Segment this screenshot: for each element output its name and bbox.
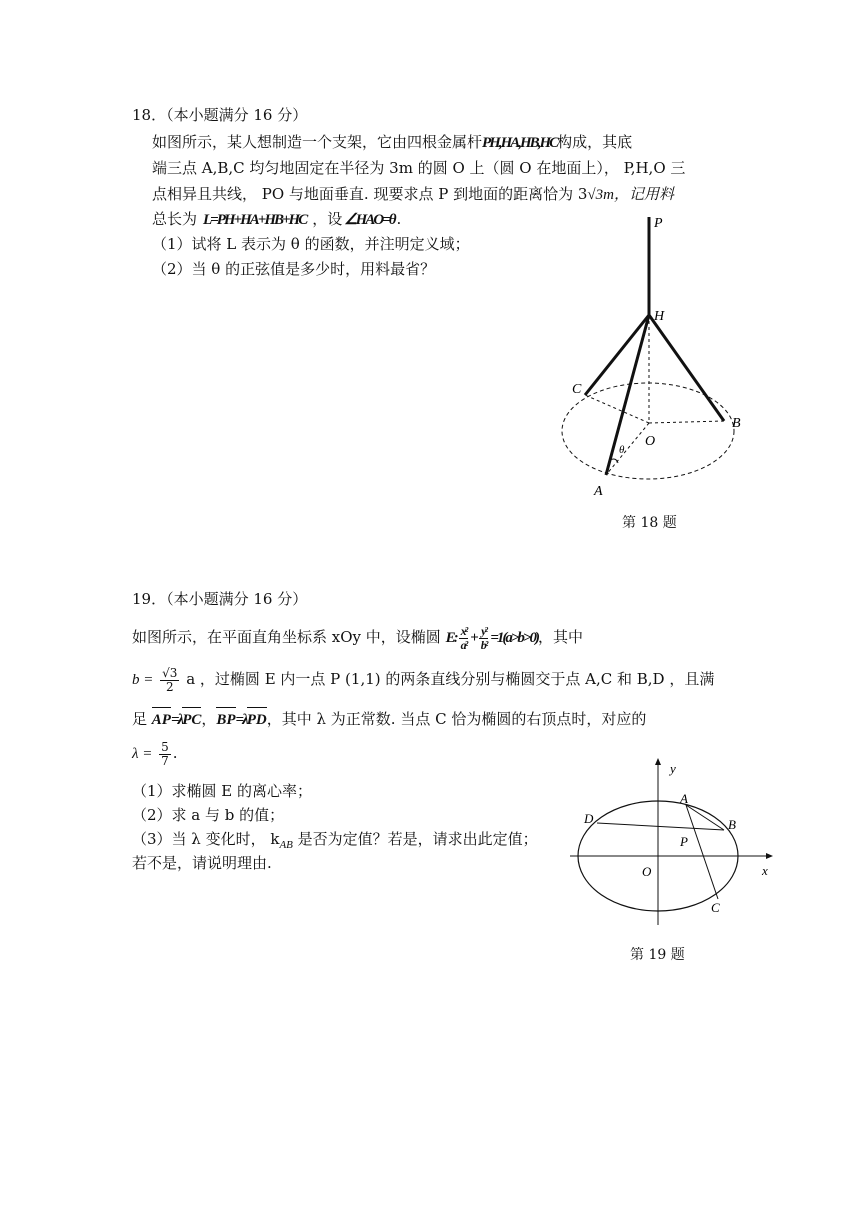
q19-frac-x-num: x² (460, 623, 467, 638)
q19-frac-5-7-num: 5 (161, 739, 169, 754)
q18-rods-formula: PH,HA,HB,HC (482, 135, 558, 151)
q19-b-eq: b = (132, 672, 154, 688)
q19-frac-5-7-den: 7 (161, 753, 169, 768)
q18-label-C: C (572, 382, 582, 397)
q19-frac-root3-den: 2 (165, 679, 174, 694)
q19-vector-PC: PC (182, 709, 201, 731)
q19-eq-lambda-1: =λ (170, 712, 183, 728)
q19-line3 (132, 708, 646, 731)
q19-chord-DB (597, 823, 724, 830)
q18-line2: 端三点 A,B,C 均匀地固定在半径为 3m 的圆 O 上（圆 O 在地面上）， P,H,O 三 (152, 159, 686, 177)
q19-label-B: B (728, 817, 736, 832)
q19-ellipse-name: E: (445, 630, 457, 646)
q18-label-P: P (654, 216, 663, 231)
q18-line3-text-a: 点相异且共线， PO 与地面垂直. 现要求点 P 到地面的距离恰为 3 (152, 185, 588, 203)
q19-part3-cont: 若不是，请说明理由. (132, 854, 272, 872)
q19-chord-AC (686, 805, 718, 899)
q19-part3-text-a: （3）当 λ 变化时， k (132, 830, 280, 848)
q18-length-formula: L=PH+HA+HB+HC (203, 212, 307, 228)
q18-line1-text-a: 如图所示，某人想制造一个支架，它由四根金属杆 (152, 133, 483, 151)
q18-line4 (152, 208, 401, 231)
q19-part3-subscript: AB (279, 839, 293, 851)
q19-vector-BP: BP (216, 709, 235, 731)
q19-ellipse-condition: =1(a>b>0) (490, 630, 538, 646)
q19-line3-sep: ， (201, 710, 217, 728)
q19-label-x: x (762, 863, 768, 878)
q18-label-A: A (594, 484, 603, 499)
q19-figure (570, 755, 780, 935)
q19-part3-text-b: 是否为定值？若是，请求出此定值； (292, 830, 538, 848)
q18-radius-OB (649, 421, 724, 423)
q18-line4-text-b: ，设 (312, 210, 343, 228)
q19-frac-y-num: y² (479, 625, 489, 639)
q18-line3 (152, 183, 674, 206)
q19-line3-text-b: ，其中 λ 为正常数. 当点 C 恰为椭圆的右顶点时，对应的 (266, 710, 647, 728)
q18-rod-HB (649, 315, 724, 421)
q18-figure-caption: 第 18 题 (622, 515, 677, 531)
q18-height-value: √3m，记用料 (587, 187, 674, 203)
q19-header: 19．（本小题满分 16 分） (132, 590, 308, 608)
q18-header: 18．（本小题满分 16 分） (132, 106, 308, 124)
q19-label-D: D (584, 811, 594, 826)
q19-eq-lambda-2: =λ (235, 712, 247, 728)
q19-part1: （1）求椭圆 E 的离心率； (132, 782, 313, 800)
q18-part1: （1）试将 L 表示为 θ 的函数，并注明定义域； (152, 235, 470, 253)
q19-frac-x-den: a² (460, 637, 467, 652)
q19-line4-text: . (172, 744, 178, 762)
q19-chord-AB (686, 805, 724, 830)
q19-frac-y-den: b² (480, 637, 487, 652)
q18-line1 (152, 131, 632, 154)
q19-label-A: A (680, 791, 688, 806)
q18-line1-text-b: 构成，其底 (557, 133, 633, 151)
q19-line4 (132, 738, 178, 769)
q19-figure-caption: 第 19 题 (630, 947, 685, 963)
q19-frac-x (459, 625, 469, 652)
q19-part2: （2）求 a 与 b 的值； (132, 806, 285, 824)
q18-line4-text-c: . (396, 210, 402, 228)
q19-vector-PD: PD (247, 709, 267, 731)
q18-rod-HA (606, 315, 649, 475)
q19-label-O: O (642, 864, 652, 879)
q19-frac-y (479, 625, 489, 652)
q19-frac-5-7 (159, 741, 171, 768)
q19-frac-root3 (160, 667, 179, 694)
q19-line1-text-b: ，其中 (537, 628, 583, 646)
q19-line1: 如图所示，在平面直角坐标系 xOy 中，设椭圆 E: $\frac{\text{x²}}{\text{a²}}$ + $\frac{\text{y²}}{\text{b²}}$ =1(a>b>0)，其中 (132, 623, 583, 652)
q19-label-C: C (711, 900, 720, 915)
q18-label-B: B (732, 416, 741, 431)
q19-vector-AP: AP (152, 709, 171, 731)
q19-line2 (132, 664, 714, 695)
q19-line2-text: a ，过椭圆 E 内一点 P (1,1) 的两条直线分别与椭圆交于点 A,C 和 B,D ，且满 (186, 670, 715, 688)
q19-lambda-eq: λ = (132, 746, 153, 762)
q18-part2: （2）当 θ 的正弦值是多少时，用料最省？ (152, 260, 436, 278)
q19-label-P: P (680, 834, 688, 849)
q19-frac-root3-num: √3 (162, 665, 178, 680)
q18-label-H: H (654, 309, 665, 324)
q18-radius-OC (585, 395, 649, 423)
q18-figure (548, 205, 778, 505)
q19-line1-text-a: 如图所示，在平面直角坐标系 xOy 中，设椭圆 (132, 628, 441, 646)
q18-angle-formula: ∠HAO=θ (344, 212, 395, 228)
q18-label-theta: θ (619, 444, 625, 456)
q19-line3-text-a: 足 (132, 710, 148, 728)
q19-label-y: y (670, 761, 676, 776)
q18-label-O: O (645, 434, 656, 449)
q18-line4-text-a: 总长为 (152, 210, 198, 228)
